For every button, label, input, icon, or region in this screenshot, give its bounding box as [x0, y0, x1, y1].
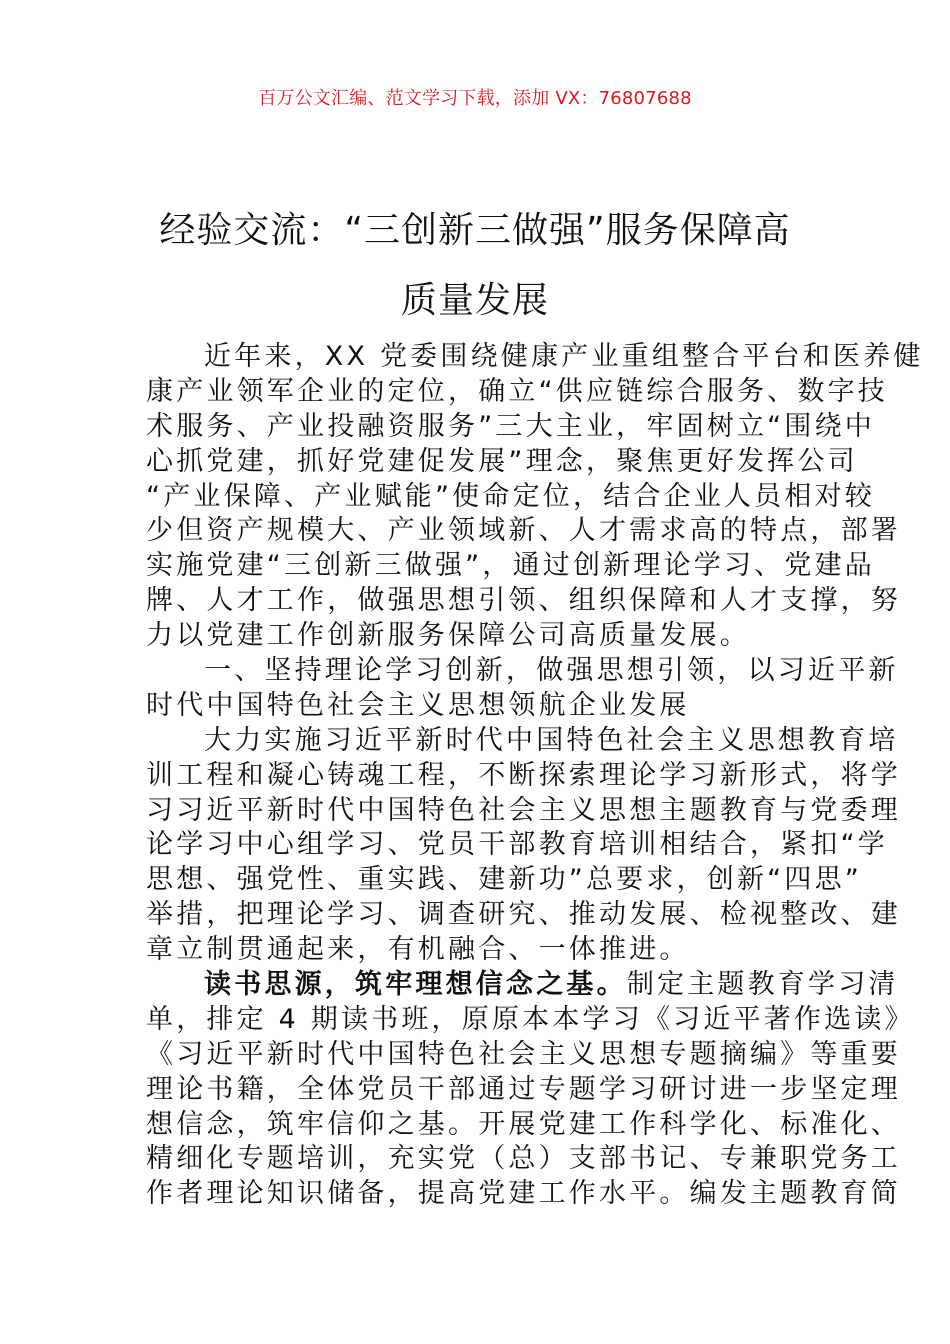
text-line: 实施党建“三创新三做强”，通过创新理论学习、党建品	[146, 550, 875, 582]
text-line: 论学习中心组学习、党员干部教育培训相结合，紧扣“学	[146, 829, 888, 861]
text-line: 想信念，筑牢信仰之基。开展党建工作科学化、标准化、	[146, 1108, 901, 1140]
section-heading-line: 一、坚持理论学习创新，做强思想引领，以习近平新	[204, 655, 899, 687]
watermark-note: 百万公文汇编、范文学习下载，添加 VX：76807688	[258, 88, 692, 109]
text-line: 少但资产规模大、产业领域新、人才需求高的特点，部署	[146, 515, 901, 547]
text-line: 牌、人才工作，做强思想引领、组织保障和人才支撑，努	[146, 585, 901, 617]
document-title-line-2: 质量发展	[400, 280, 549, 322]
text-line: 近年来，XX 党委围绕健康产业重组整合平台和医养健	[204, 341, 924, 372]
text-line: 《习近平新时代中国特色社会主义思想专题摘编》等重要	[146, 1038, 901, 1070]
document-title-line-1: 经验交流：“三创新三做强”服务保障高	[159, 210, 791, 252]
text-line: 力以党建工作创新服务保障公司高质量发展。	[146, 620, 750, 652]
text-line: 单，排定 4 期读书班，原原本本学习《习近平著作选读》	[146, 1003, 915, 1035]
text-line: 康产业领军企业的定位，确立“供应链综合服务、数字技	[146, 375, 888, 407]
subheading-bold: 读书思源，筑牢理想信念之基。	[204, 969, 627, 1001]
text-line: 理论书籍，全体党员干部通过专题学习研讨进一步坚定理	[146, 1073, 901, 1105]
text-line: 习习近平新时代中国特色社会主义思想主题教育与党委理	[146, 794, 901, 826]
text-line: 训工程和凝心铸魂工程，不断探索理论学习新形式，将学	[146, 759, 901, 791]
document-body	[146, 340, 924, 1212]
text-line: 精细化专题培训，充实党（总）支部书记、专兼职党务工	[146, 1143, 901, 1175]
text-line: 章立制贯通起来，有机融合、一体推进。	[146, 934, 690, 966]
text-line: 思想、强党性、重实践、建新功”总要求，创新“四思”	[146, 864, 862, 896]
text-line	[146, 968, 899, 1003]
text-line: 大力实施习近平新时代中国特色社会主义思想教育培	[204, 724, 899, 756]
text-line: 作者理论知识储备，提高党建工作水平。编发主题教育简	[146, 1178, 901, 1210]
text-span: 制定主题教育学习清	[626, 969, 899, 1001]
text-line: 举措，把理论学习、调查研究、推动发展、检视整改、建	[146, 899, 901, 931]
text-line: “产业保障、产业赋能”使命定位，结合企业人员相对较	[146, 480, 875, 512]
section-heading-line: 时代中国特色社会主义思想领航企业发展	[146, 689, 690, 721]
text-line: 术服务、产业投融资服务”三大主业，牢固树立“围绕中	[146, 410, 875, 442]
text-line: 心抓党建，抓好党建促发展”理念，聚焦更好发挥公司	[146, 445, 858, 477]
